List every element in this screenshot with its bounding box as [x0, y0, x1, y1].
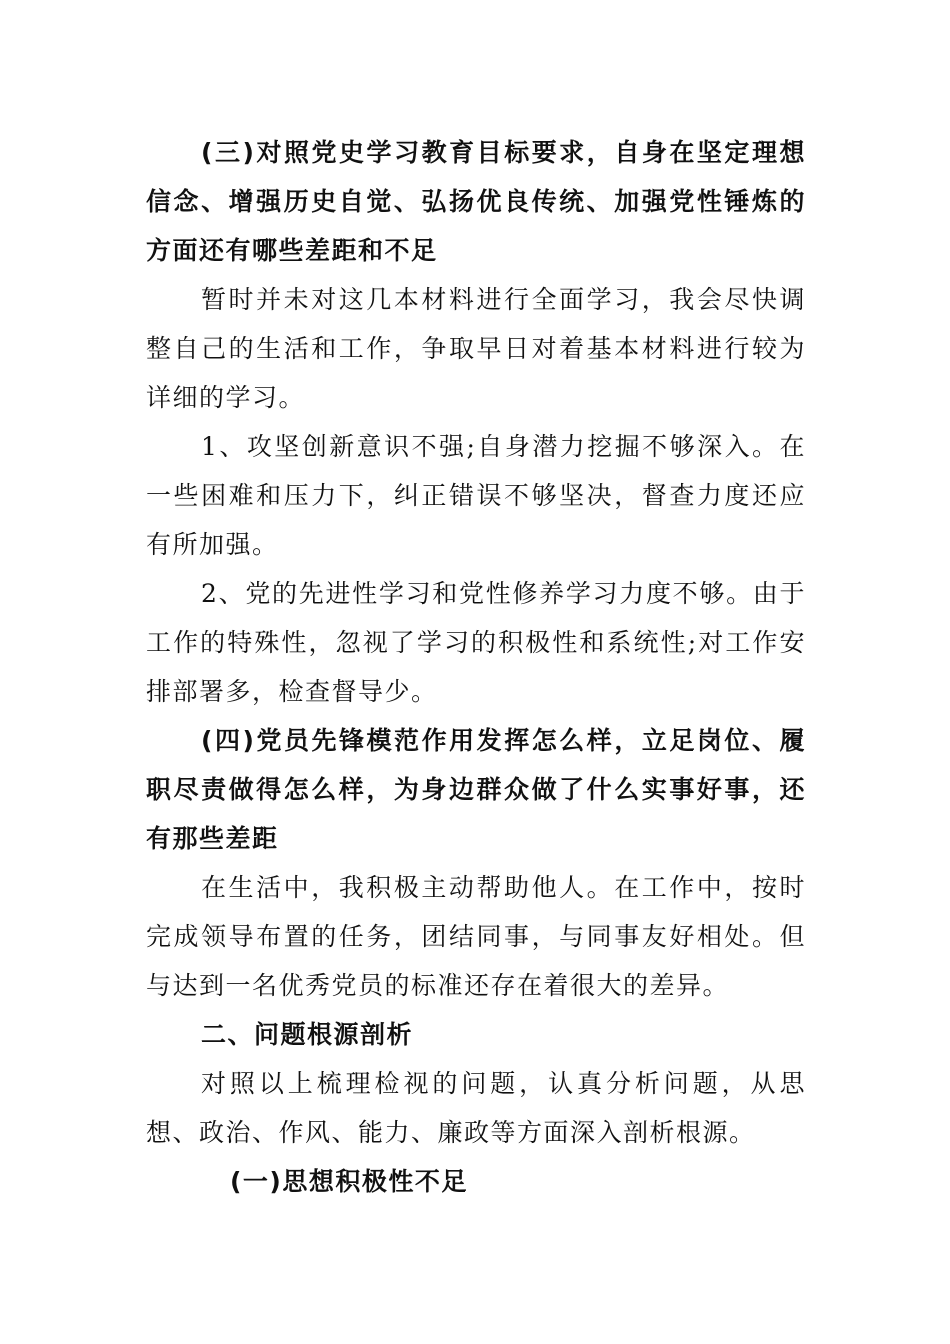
subsection-heading-1: (一)思想积极性不足	[230, 1167, 468, 1196]
document-page	[146, 128, 806, 1206]
paragraph-root-cause-intro: 对照以上梳理检视的问题，认真分析问题，从思想、政治、作风、能力、廉政等方面深入剖析根源。	[146, 1069, 806, 1147]
section-heading-4: (四)党员先锋模范作用发挥怎么样，立足岗位、履职尽责做得怎么样，为身边群众做了什么实事好事，还有那些差距	[146, 726, 806, 853]
section-heading-root-cause: 二、问题根源剖析	[201, 1020, 414, 1049]
paragraph-item-1: 1、攻坚创新意识不强;自身潜力挖掘不够深入。在一些困难和压力下，纠正错误不够坚决，督查力度还应有所加强。	[146, 432, 806, 559]
paragraph-daily-life: 在生活中，我积极主动帮助他人。在工作中，按时完成领导布置的任务，团结同事，与同事友好相处。但与达到一名优秀党员的标准还存在着很大的差异。	[146, 873, 806, 1000]
paragraph-study-plan: 暂时并未对这几本材料进行全面学习，我会尽快调整自己的生活和工作，争取早日对着基本材料进行较为详细的学习。	[146, 285, 806, 412]
paragraph-item-2: 2、党的先进性学习和党性修养学习力度不够。由于工作的特殊性，忽视了学习的积极性和系统性;对工作安排部署多，检查督导少。	[146, 579, 806, 706]
section-heading-3: (三)对照党史学习教育目标要求，自身在坚定理想信念、增强历史自觉、弘扬优良传统、加强党性锤炼的方面还有哪些差距和不足	[146, 138, 806, 265]
